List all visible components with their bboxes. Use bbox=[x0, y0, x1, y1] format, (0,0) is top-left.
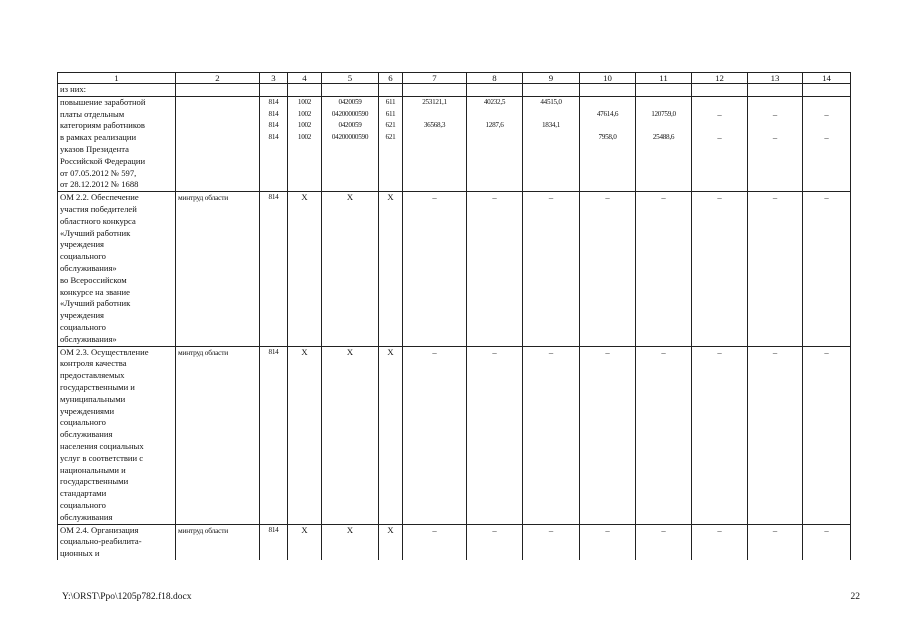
value-cell: – bbox=[636, 192, 692, 346]
code-cell: Х bbox=[322, 192, 379, 346]
value-cell: 44515,0 bbox=[523, 96, 580, 108]
value-cell: 1834,1 bbox=[523, 120, 580, 132]
value-cell: – bbox=[748, 524, 803, 560]
value-cell bbox=[803, 120, 851, 132]
value-cell: 253121,1 bbox=[403, 96, 467, 108]
code-cell: Х bbox=[322, 346, 379, 524]
value-cell bbox=[580, 120, 636, 132]
header-cell: 14 bbox=[803, 73, 851, 84]
code-cell: Х bbox=[379, 192, 403, 346]
value-cell bbox=[692, 120, 748, 132]
code-cell: 814 bbox=[260, 192, 288, 346]
code-cell: 814 bbox=[260, 524, 288, 560]
code-cell: 1002 bbox=[288, 120, 322, 132]
value-cell bbox=[523, 109, 580, 121]
value-cell: – bbox=[467, 524, 523, 560]
footer-file-path: Y:\ORST\Ppo\1205p782.f18.docx bbox=[62, 592, 192, 602]
value-cell bbox=[636, 96, 692, 108]
header-cell: 10 bbox=[580, 73, 636, 84]
code-cell: 1002 bbox=[288, 109, 322, 121]
value-cell bbox=[803, 96, 851, 108]
page-number: 22 bbox=[850, 592, 860, 602]
code-cell: 814 bbox=[260, 120, 288, 132]
section-label: из них: bbox=[58, 84, 176, 97]
value-cell: – bbox=[636, 524, 692, 560]
value-cell bbox=[636, 120, 692, 132]
value-cell bbox=[580, 96, 636, 108]
code-cell: 0420059 bbox=[322, 120, 379, 132]
header-cell: 5 bbox=[322, 73, 379, 84]
value-cell: – bbox=[692, 132, 748, 192]
header-cell: 3 bbox=[260, 73, 288, 84]
code-cell: 1002 bbox=[288, 132, 322, 192]
value-cell: – bbox=[523, 524, 580, 560]
header-cell: 13 bbox=[748, 73, 803, 84]
budget-table bbox=[57, 72, 851, 560]
value-cell bbox=[748, 120, 803, 132]
value-cell: – bbox=[692, 346, 748, 524]
code-cell: Х bbox=[379, 346, 403, 524]
value-cell: 40232,5 bbox=[467, 96, 523, 108]
code-cell: 814 bbox=[260, 109, 288, 121]
value-cell: – bbox=[803, 524, 851, 560]
code-cell: 0420059 bbox=[322, 96, 379, 108]
executor-cell: минтруд области bbox=[176, 346, 260, 524]
header-cell: 8 bbox=[467, 73, 523, 84]
header-cell: 2 bbox=[176, 73, 260, 84]
code-cell: 611 bbox=[379, 96, 403, 108]
value-cell: – bbox=[692, 192, 748, 346]
executor-cell: минтруд области bbox=[176, 192, 260, 346]
value-cell: – bbox=[467, 192, 523, 346]
row-title-block1: повышение заработной платы отдельным категориям работников в рамках реализации указов Президента Российской Федерации от 07.05.2012 № 597, от 28.12.2012 № 1688 bbox=[58, 96, 176, 191]
value-cell bbox=[467, 132, 523, 192]
code-cell: 04200000590 bbox=[322, 132, 379, 192]
code-cell: 621 bbox=[379, 120, 403, 132]
value-cell bbox=[748, 96, 803, 108]
section-label-row bbox=[58, 84, 851, 97]
value-cell bbox=[403, 109, 467, 121]
table-row bbox=[58, 192, 851, 346]
value-cell bbox=[403, 132, 467, 192]
row-title-om-2-2: ОМ 2.2. Обеспечение участия победителей областного конкурса «Лучший работник учреждения социального обслуживания» во Всероссийском конкурсе на звание «Лучший работник учреждения социального обслуживания» bbox=[58, 192, 176, 346]
value-cell: 120759,0 bbox=[636, 109, 692, 121]
header-cell: 6 bbox=[379, 73, 403, 84]
code-cell: 621 bbox=[379, 132, 403, 192]
header-cell: 9 bbox=[523, 73, 580, 84]
value-cell: – bbox=[523, 346, 580, 524]
code-cell: 814 bbox=[260, 96, 288, 108]
value-cell: – bbox=[580, 346, 636, 524]
code-cell: 611 bbox=[379, 109, 403, 121]
table-row bbox=[58, 524, 851, 560]
executor-cell bbox=[176, 96, 260, 191]
value-cell: – bbox=[748, 192, 803, 346]
value-cell: – bbox=[467, 346, 523, 524]
header-cell: 1 bbox=[58, 73, 176, 84]
value-cell bbox=[467, 109, 523, 121]
value-cell: – bbox=[692, 109, 748, 121]
value-cell: 1287,6 bbox=[467, 120, 523, 132]
value-cell: – bbox=[692, 524, 748, 560]
code-cell: 814 bbox=[260, 346, 288, 524]
table-row bbox=[58, 96, 851, 108]
value-cell: – bbox=[748, 132, 803, 192]
table-row bbox=[58, 346, 851, 524]
header-cell: 11 bbox=[636, 73, 692, 84]
code-cell: 814 bbox=[260, 132, 288, 192]
code-cell: Х bbox=[288, 192, 322, 346]
value-cell: 25488,6 bbox=[636, 132, 692, 192]
value-cell: – bbox=[636, 346, 692, 524]
value-cell: – bbox=[803, 346, 851, 524]
value-cell: – bbox=[403, 524, 467, 560]
header-cell: 7 bbox=[403, 73, 467, 84]
executor-cell: минтруд области bbox=[176, 524, 260, 560]
value-cell bbox=[523, 132, 580, 192]
code-cell: Х bbox=[379, 524, 403, 560]
value-cell: 47614,6 bbox=[580, 109, 636, 121]
row-title-om-2-4: ОМ 2.4. Организация социально-реабилита- ционных и bbox=[58, 524, 176, 560]
value-cell bbox=[692, 96, 748, 108]
value-cell: – bbox=[580, 192, 636, 346]
code-cell: Х bbox=[288, 346, 322, 524]
code-cell: Х bbox=[288, 524, 322, 560]
value-cell: – bbox=[403, 346, 467, 524]
header-cell: 12 bbox=[692, 73, 748, 84]
code-cell: 04200000590 bbox=[322, 109, 379, 121]
value-cell: – bbox=[803, 132, 851, 192]
value-cell: – bbox=[403, 192, 467, 346]
header-row bbox=[58, 73, 851, 84]
value-cell: – bbox=[580, 524, 636, 560]
value-cell: 7958,0 bbox=[580, 132, 636, 192]
value-cell: – bbox=[803, 192, 851, 346]
code-cell: Х bbox=[322, 524, 379, 560]
header-cell: 4 bbox=[288, 73, 322, 84]
value-cell: – bbox=[803, 109, 851, 121]
code-cell: 1002 bbox=[288, 96, 322, 108]
value-cell: – bbox=[523, 192, 580, 346]
value-cell: 36568,3 bbox=[403, 120, 467, 132]
value-cell: – bbox=[748, 346, 803, 524]
value-cell: – bbox=[748, 109, 803, 121]
row-title-om-2-3: ОМ 2.3. Осуществление контроля качества предоставляемых государственными и муниципальными учреждениями социального обслуживания населения социальных услуг в соответствии с национальными и государственными стандартами социального обслуживания bbox=[58, 346, 176, 524]
